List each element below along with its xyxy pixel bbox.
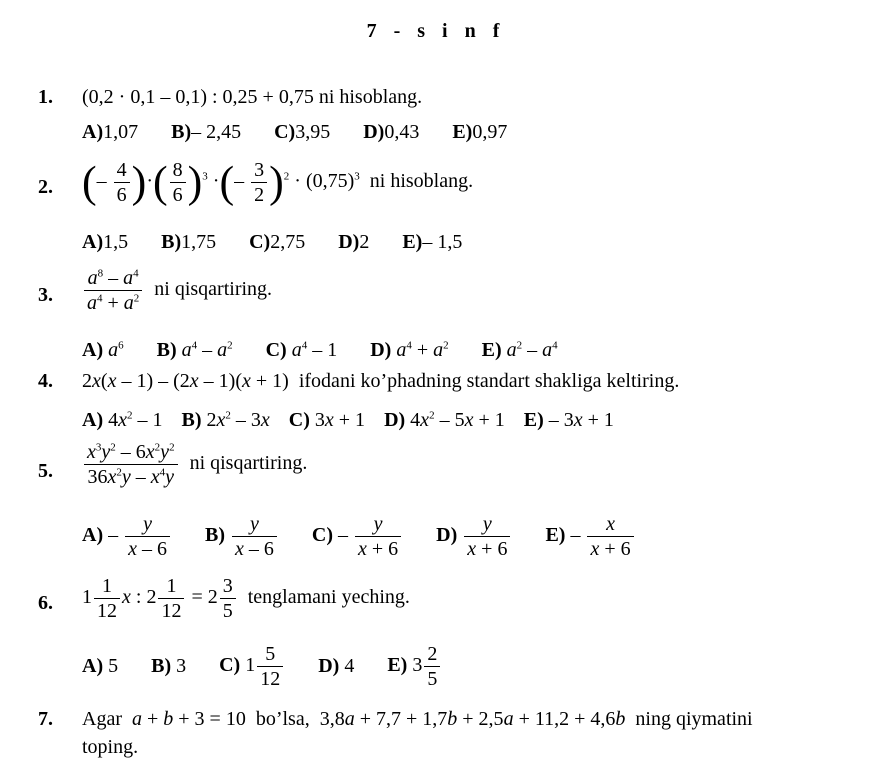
problem-number: 3. (38, 284, 53, 306)
option-c[interactable]: C) $a^4 - 1$ (265, 338, 338, 361)
problem-formula: $\frac{x^3y^2 - 6x^2y^2}{36x^2y - x^4y}$ ni qisqartiring. (82, 440, 307, 489)
option-a[interactable]: A)1,5 (82, 230, 129, 253)
option-e[interactable]: E) – $\frac{x}{x + 6}$ (545, 512, 635, 561)
answer-options (82, 120, 535, 144)
option-a[interactable]: A) – $\frac{y}{x - 6}$ (82, 512, 172, 561)
option-c[interactable]: C) 3x + 1 (288, 408, 366, 431)
option-e[interactable]: E)– 1,5 (402, 230, 463, 253)
problem-number: 4. (38, 370, 53, 392)
answer-options (82, 512, 664, 561)
problem-formula: Agar a + b + 3 = 10 bo’lsa, 3,8a + 7,7 + 1,7b + 2,5a + 11,2 + 4,6b ning qiymatini (82, 708, 753, 730)
problem-number: 1. (38, 86, 53, 108)
option-e[interactable]: E) 3 $\frac{2}{5}$ (387, 642, 442, 691)
option-e[interactable]: E) $a^2 - a^4$ (481, 338, 558, 361)
answer-options (82, 230, 490, 254)
option-a[interactable]: A) $a^6$ (82, 338, 124, 361)
answer-options (82, 408, 628, 432)
option-d[interactable]: D) $a^4 + a^2$ (370, 338, 449, 361)
problem-number: 5. (38, 460, 53, 482)
option-d[interactable]: D)2 (338, 230, 370, 253)
option-b[interactable]: B) $a^4 - a^2$ (156, 338, 233, 361)
option-c[interactable]: C)3,95 (274, 120, 331, 143)
answer-options (82, 642, 470, 691)
problem-number: 6. (38, 592, 53, 614)
problem-text-continued: toping. (82, 736, 139, 758)
problem-number: 7. (38, 708, 53, 730)
option-a[interactable]: A) 5 (82, 655, 119, 677)
option-a[interactable]: A) $4x^2 - 1$ (82, 408, 163, 431)
option-b[interactable]: B)1,75 (161, 230, 217, 253)
option-b[interactable]: B)– 2,45 (171, 120, 242, 143)
option-b[interactable]: B) 3 (151, 655, 187, 677)
problem-formula: 2x(x – 1) – (2x – 1)(x + 1) ifodani ko’phadning standart shakliga keltiring. (82, 370, 680, 392)
option-c[interactable]: C)2,75 (249, 230, 306, 253)
option-b[interactable]: B) $2x^2 - 3x$ (181, 408, 270, 431)
problem-formula: (– $\frac{4}{6}$ )·( $\frac{8}{6}$ )$^3$ ·(– $\frac{3}{2}$ )$^2 \cdot (0,75)^3$ ni hisoblang. (82, 157, 474, 207)
option-d[interactable]: D) 4 (318, 655, 355, 677)
option-a[interactable]: A)1,07 (82, 120, 139, 143)
problem-formula: 1 $\frac{1}{12}$ x : 2 $\frac{1}{12}$ = 2 $\frac{3}{5}$ tenglamani yeching. (82, 575, 410, 622)
option-c[interactable]: C) 1 $\frac{5}{12}$ (219, 642, 285, 691)
problem-text: (0,2 · 0,1 – 0,1) : 0,25 + 0,75 ni hisoblang. (82, 86, 423, 108)
answer-options (82, 338, 586, 362)
problem-number: 2. (38, 176, 53, 198)
option-d[interactable]: D) $\frac{y}{x + 6}$ (436, 512, 512, 561)
option-d[interactable]: D) $4x^2 - 5x + 1$ (384, 408, 505, 431)
page-title: 7 - s i n f (366, 20, 506, 42)
option-d[interactable]: D)0,43 (363, 120, 420, 143)
option-e[interactable]: E)0,97 (452, 120, 508, 143)
problem-formula: $\frac{a^8 - a^4}{a^4 + a^2}$ ni qisqartiring. (82, 266, 272, 315)
option-c[interactable]: C) – $\frac{y}{x + 6}$ (312, 512, 403, 561)
option-b[interactable]: B) $\frac{y}{x - 6}$ (205, 512, 279, 561)
option-e[interactable]: E) – 3x + 1 (523, 408, 614, 431)
